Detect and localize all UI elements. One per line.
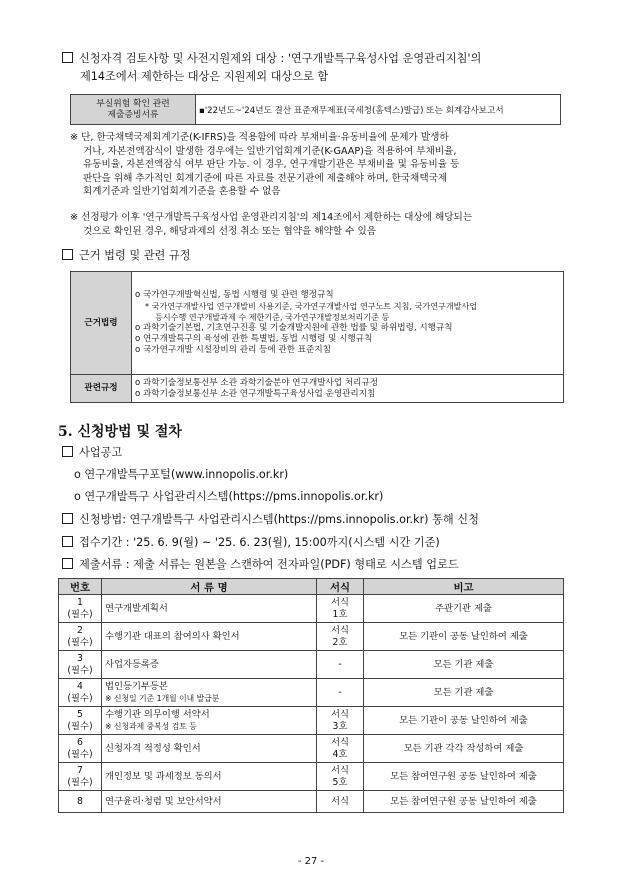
row-form: 서식 3호 bbox=[317, 707, 364, 735]
docs-header-name: 서 류 명 bbox=[102, 579, 317, 595]
table-row bbox=[59, 791, 564, 813]
row-name: 법인등기부등본 ※ 신청일 기준 1개월 이내 발급분 bbox=[102, 679, 317, 707]
row-note: 모든 기관이 공동 날인하여 제출 bbox=[364, 623, 564, 651]
note-2: ※ 선정평가 이후 '연구개발특구육성사업 운영관리지침'의 제14조에서 제한하는 대상에 해당되는 것으로 확인된 경우, 해당과제의 선정 취소 또는 협약을 해약할 수 있음 bbox=[70, 212, 473, 237]
row-form: 서식 2호 bbox=[317, 623, 364, 651]
table-row bbox=[59, 595, 564, 623]
basis-items: o 국가연구개발혁신법, 동법 시행령 및 관련 행정규칙 * 국가연구개발사업 연구개발비 사용기준, 국가연구개발사업 연구노트 지침, 국가연구개발사업 등시수행 연구개발과제 수 제한기준, 국가연구개발정보처리기준 등 o 과학기술기본법, 기초연구진흥 및 기술개발지원에 관한 법률 및 하위법령, 시행규칙 o 연구개발특구의 육성에 관한 특별법, 동법 시행령 및 시행규칙 o 국가연구개발 시설장비의 관리 등에 관한 표준지침 bbox=[132, 272, 564, 375]
related-label: 관련규정 bbox=[71, 375, 132, 403]
checkbox-square-icon bbox=[62, 249, 73, 260]
apply-period: 접수기간 : '25. 6. 9(월) ~ '25. 6. 23(월), 15:00까지(시스템 시간 기준) bbox=[62, 536, 440, 550]
row-name: 개인정보 및 과세정보 동의서 bbox=[102, 763, 317, 791]
legal-table bbox=[70, 271, 564, 403]
table-row bbox=[59, 735, 564, 763]
checkbox-square-icon bbox=[62, 558, 73, 569]
related-items: o 과학기술정보통신부 소관 과학기술분야 연구개발사업 처리규정 o 과학기술정보통신부 소관 연구개발특구육성사업 운영관리지침 bbox=[132, 375, 564, 403]
row-no: 8 bbox=[59, 791, 102, 813]
row-form: 서식 4호 bbox=[317, 735, 364, 763]
docs-intro: 제출서류 : 제출 서류는 원본을 스캔하여 전자파일(PDF) 형태로 시스템 업로드 bbox=[62, 558, 459, 572]
row-form: - bbox=[317, 679, 364, 707]
row-form: 서식 5호 bbox=[317, 763, 364, 791]
table-row bbox=[59, 623, 564, 651]
row-no: 4 (필수) bbox=[59, 679, 102, 707]
row-note: 모든 기관이 공동 날인하여 제출 bbox=[364, 707, 564, 735]
row-name: 수행기관 의무이행 서약서 ※ 신청과제 중복성 검토 등 bbox=[102, 707, 317, 735]
row-no: 7 (필수) bbox=[59, 763, 102, 791]
page-number: - 27 - bbox=[297, 856, 325, 867]
row-no: 3 (필수) bbox=[59, 651, 102, 679]
cert-table bbox=[70, 94, 561, 125]
row-no: 5 (필수) bbox=[59, 707, 102, 735]
cert-label: 부실위험 확인 관련 제출증빙서류 bbox=[71, 95, 196, 125]
table-row bbox=[59, 763, 564, 791]
section-5-title: 5. 신청방법 및 절차 bbox=[58, 424, 182, 440]
table-row bbox=[59, 679, 564, 707]
row-note: 모든 기관 제출 bbox=[364, 651, 564, 679]
row-note: 모든 참여연구원 공동 날인하여 제출 bbox=[364, 763, 564, 791]
row-name: 신청자격 적정성 확인서 bbox=[102, 735, 317, 763]
row-form: - bbox=[317, 651, 364, 679]
docs-header-no: 번호 bbox=[59, 579, 102, 595]
row-no: 1 (필수) bbox=[59, 595, 102, 623]
checkbox-square-icon bbox=[62, 536, 73, 547]
row-note: 모든 참여연구원 공동 날인하여 제출 bbox=[364, 791, 564, 813]
row-note: 주관기관 제출 bbox=[364, 595, 564, 623]
docs-table bbox=[58, 578, 564, 813]
row-form: 서식 1호 bbox=[317, 595, 364, 623]
eligibility-line-1: 신청자격 검토사항 및 사전지원제외 대상 : '연구개발특구육성사업 운영관리지침'의 bbox=[62, 52, 481, 66]
notice-item-portal: o 연구개발특구포털(www.innopolis.or.kr) bbox=[74, 468, 289, 481]
row-form: 서식 bbox=[317, 791, 364, 813]
docs-header-note: 비고 bbox=[364, 579, 564, 595]
checkbox-square-icon bbox=[62, 513, 73, 524]
row-no: 6 (필수) bbox=[59, 735, 102, 763]
basis-label: 근거법령 bbox=[71, 272, 132, 375]
row-note: 모든 기관 제출 bbox=[364, 679, 564, 707]
row-name: 연구개발계획서 bbox=[102, 595, 317, 623]
note-1: ※ 단, 한국채택국제회계기준(K-IFRS)을 적용함에 따라 부채비율·유동비율에 문제가 발생하 거나, 자본전액잠식이 발생한 경우에는 일반기업회계기준(K-GAAP)을 적용하여 부채비율, 유동비율, 자본전액잠식 여부 판단 가능. 이 경우, 연구개발기관은 부채비율 및 유동비율 등 판단을 위해 추가적인 회계기준에 따른 자료를 전문기관에 제출해야 하며, 한국채택국제 회계기준과 일반기업회계기준을 혼용할 수 없음 bbox=[70, 132, 460, 198]
checkbox-square-icon bbox=[62, 52, 73, 63]
apply-method: 신청방법: 연구개발특구 사업관리시스템(https://pms.innopolis.or.kr) 통해 신청 bbox=[62, 513, 479, 527]
row-name: 사업자등록증 bbox=[102, 651, 317, 679]
notice-heading: 사업공고 bbox=[62, 446, 122, 460]
row-name: 연구윤리·청렴 및 보안서약서 bbox=[102, 791, 317, 813]
row-name: 수행기관 대표의 참여의사 확인서 bbox=[102, 623, 317, 651]
checkbox-square-icon bbox=[62, 446, 73, 457]
legal-heading: 근거 법령 및 관련 규정 bbox=[62, 249, 191, 263]
notice-item-pms: o 연구개발특구 사업관리시스템(https://pms.innopolis.or.kr) bbox=[74, 490, 384, 503]
row-no: 2 (필수) bbox=[59, 623, 102, 651]
table-row bbox=[59, 651, 564, 679]
table-row bbox=[59, 707, 564, 735]
cert-value: ▪'22년도~'24년도 결산 표준재무제표(국세청(홈텍스)발급) 또는 회계감사보고서 bbox=[196, 95, 561, 125]
eligibility-line-2: 제14조에서 제한하는 대상은 지원제외 대상으로 함 bbox=[80, 70, 329, 83]
row-note: 모든 기관 각각 작성하여 제출 bbox=[364, 735, 564, 763]
docs-header-form: 서식 bbox=[317, 579, 364, 595]
